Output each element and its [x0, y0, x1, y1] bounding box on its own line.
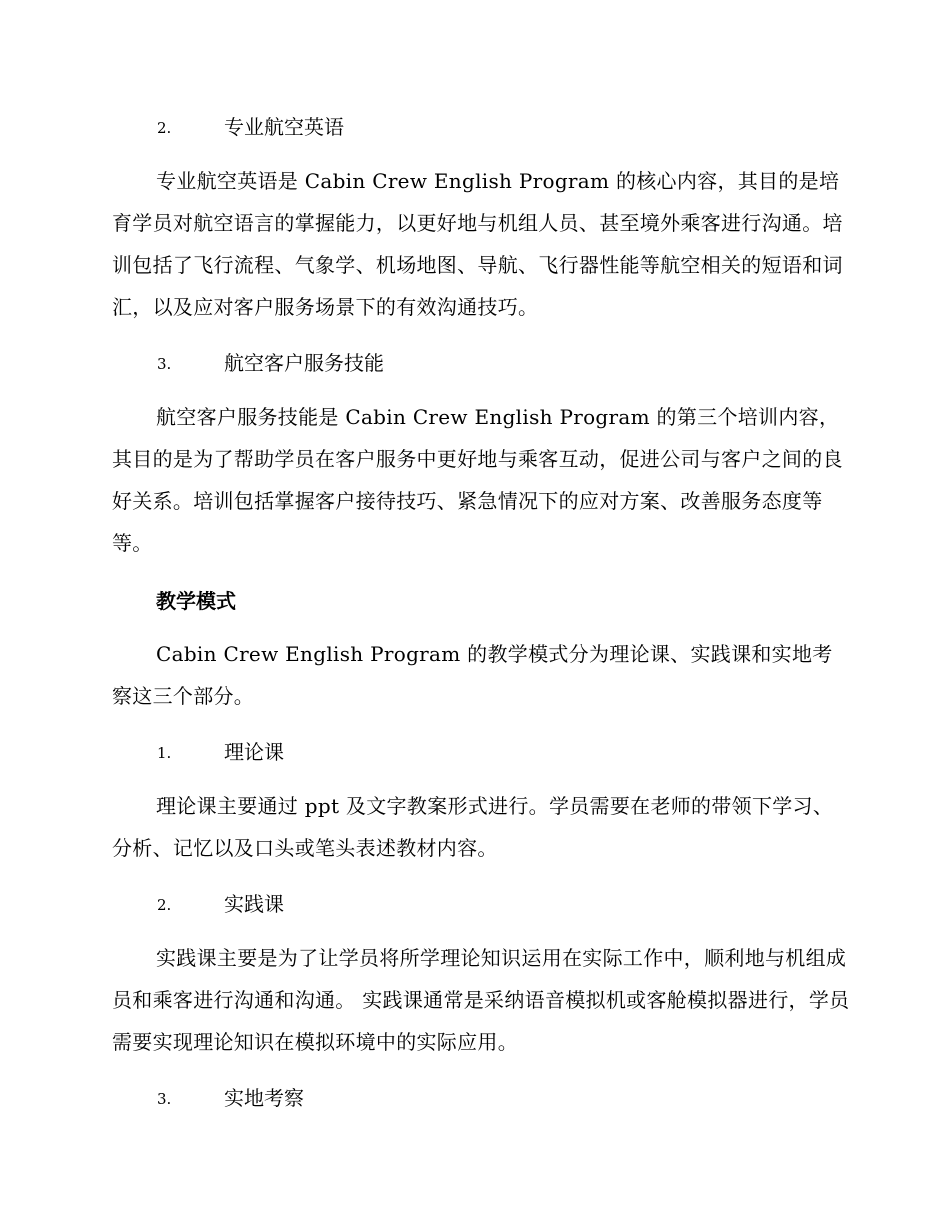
section-title: 教学模式 — [156, 589, 236, 613]
paragraph: 专业航空英语是 Cabin Crew English Program 的核心内容，其目的是培育学员对航空语言的掌握能力，以更好地与机组人员、甚至境外乘客进行沟通。培训包括了飞行流程、气象学、机场地图、导航、飞行器性能等航空相关的短语和词汇，以及应对客户服务场景下的有效沟通技巧。 — [112, 169, 843, 319]
list-heading: 理论课 — [224, 740, 284, 764]
list-number: 2. — [157, 896, 172, 914]
list-heading: 实地考察 — [224, 1086, 304, 1110]
paragraph: 实践课主要是为了让学员将所学理论知识运用在实际工作中，顺利地与机组成员和乘客进行沟通和沟通。 实践课通常是采纳语音模拟机或客舱模拟器进行，学员需要实现理论知识在模拟环境中的实际应用。 — [112, 946, 850, 1054]
list-number: 2. — [157, 119, 172, 137]
list-number: 3. — [157, 1090, 172, 1108]
list-number: 3. — [157, 355, 172, 373]
paragraph: 理论课主要通过 ppt 及文字教案形式进行。学员需要在老师的带领下学习、分析、记忆以及口头或笔头表述教材内容。 — [112, 794, 834, 860]
list-heading: 实践课 — [224, 892, 284, 916]
paragraph: Cabin Crew English Program 的教学模式分为理论课、实践课和实地考察这三个部分。 — [112, 642, 833, 708]
list-heading: 专业航空英语 — [224, 115, 344, 139]
list-number: 1. — [157, 744, 172, 762]
paragraph: 航空客户服务技能是 Cabin Crew English Program 的第三个培训内容，其目的是为了帮助学员在客户服务中更好地与乘客互动，促进公司与客户之间的良好关系。培训包括掌握客户接待技巧、紧急情况下的应对方案、改善服务态度等等。 — [112, 405, 843, 555]
list-heading: 航空客户服务技能 — [224, 351, 384, 375]
